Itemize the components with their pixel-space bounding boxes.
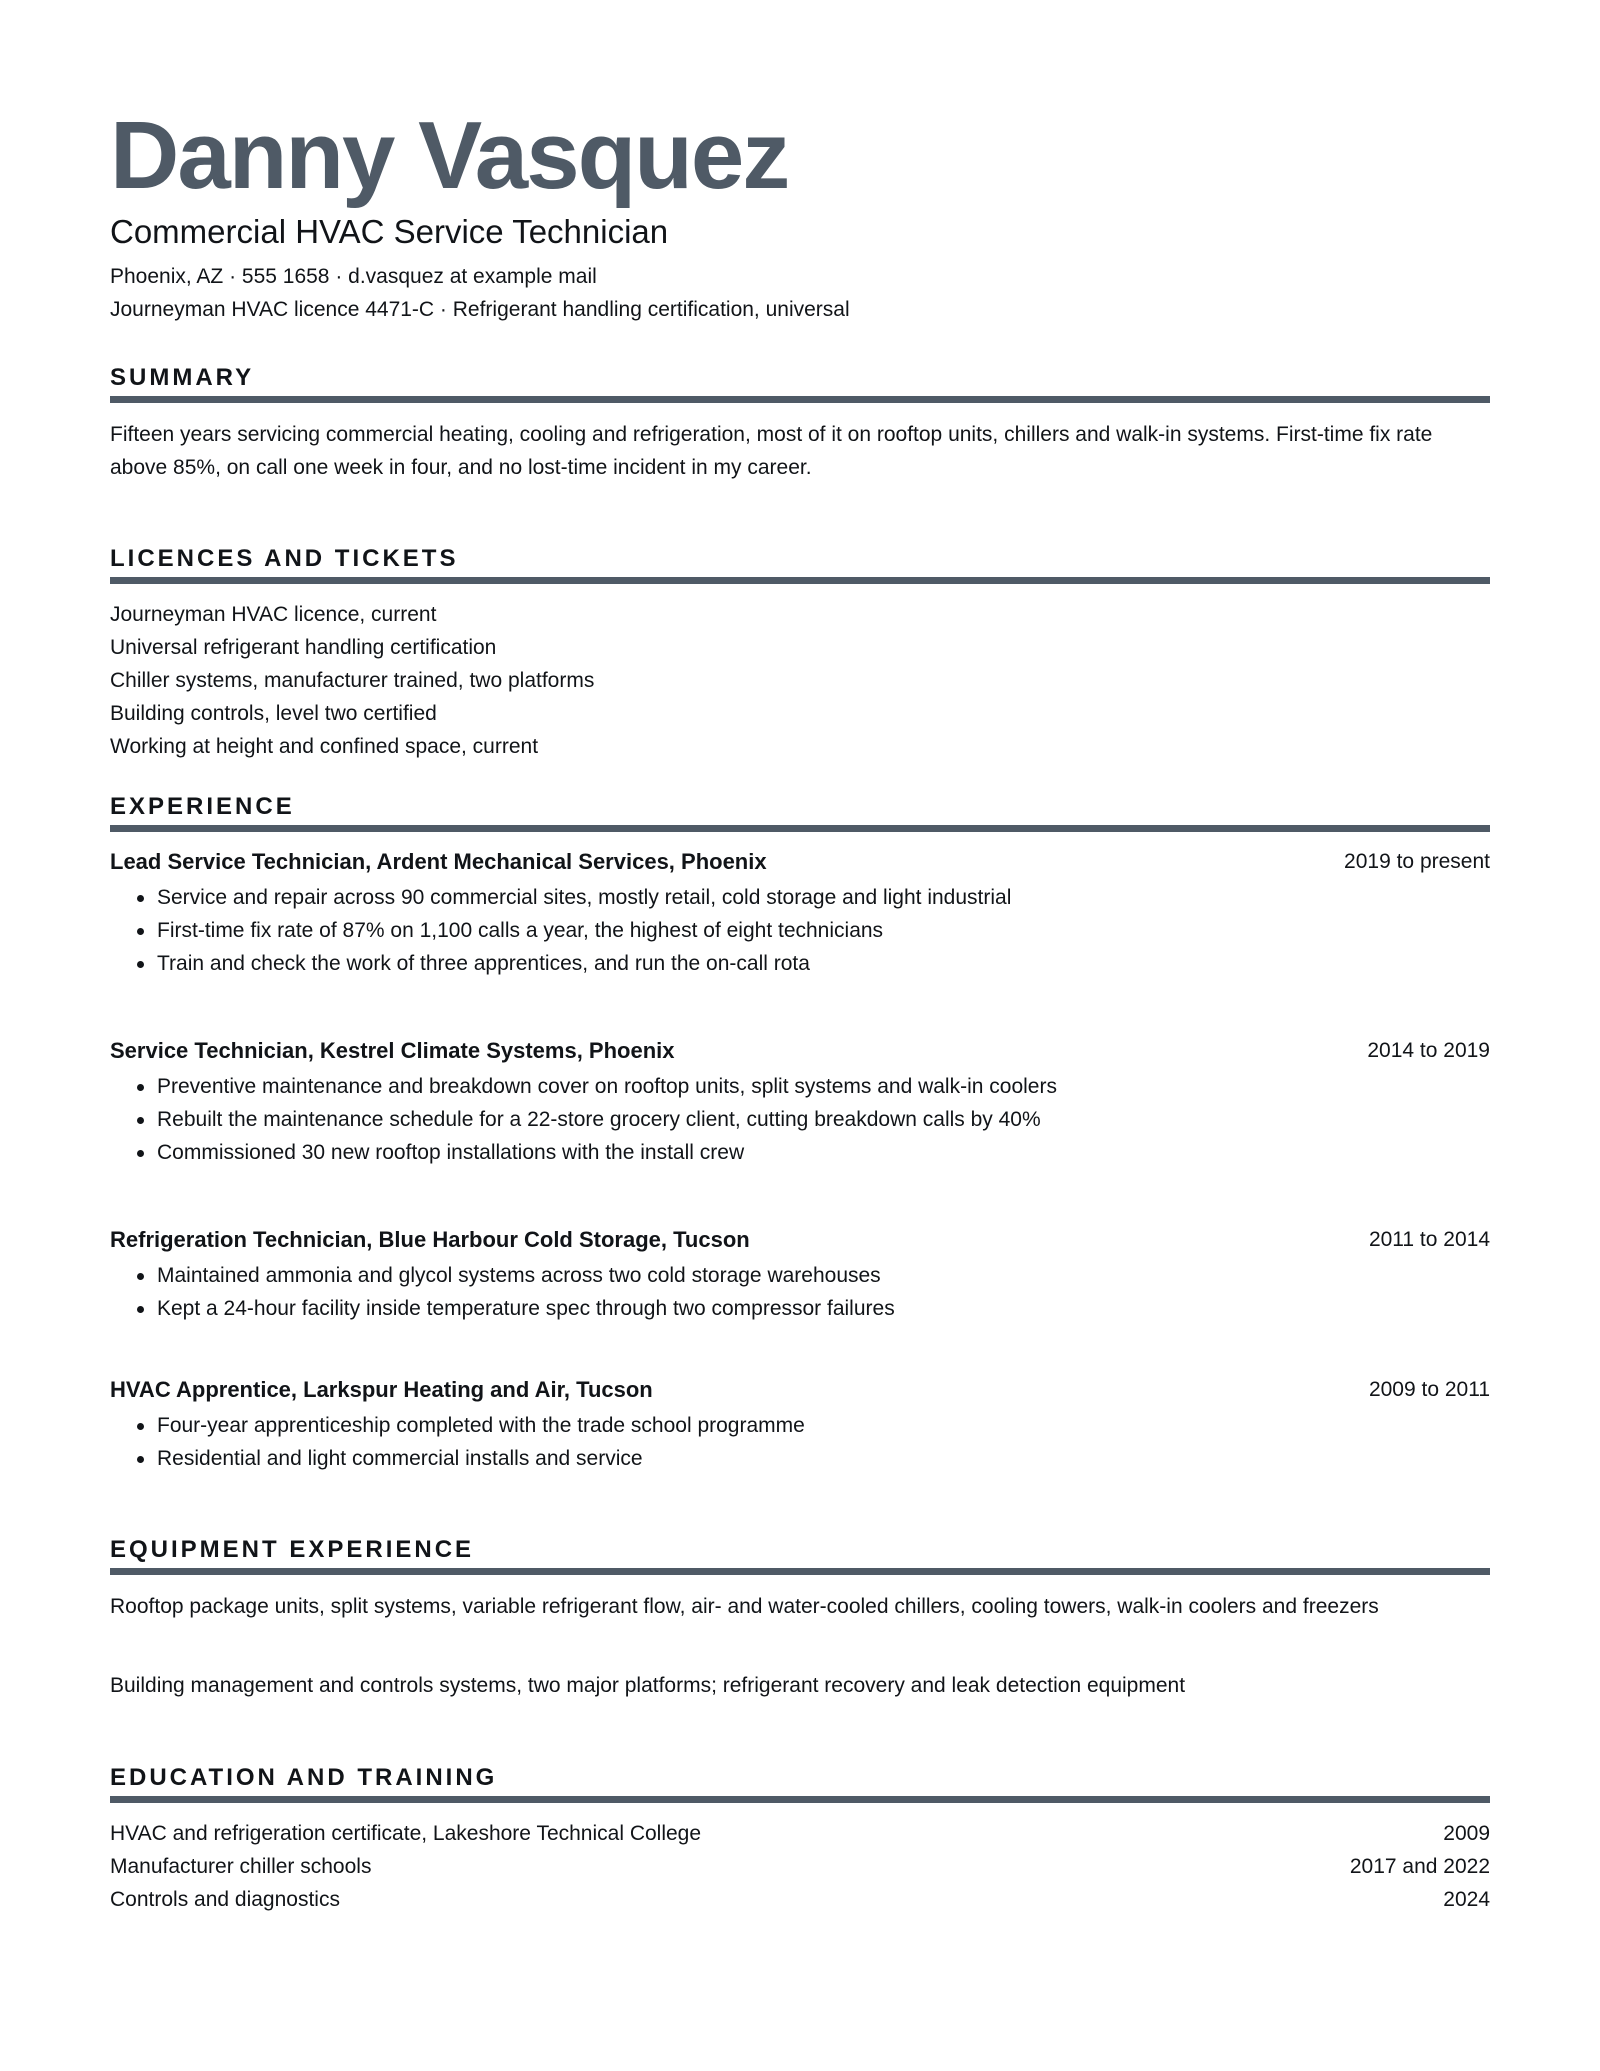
list-item — [110, 947, 1011, 980]
job-title: Refrigeration Technician, Blue Harbour Cold Storage, Tucson — [110, 1227, 750, 1252]
list-item — [110, 1442, 805, 1475]
job-dates: 2009 to 2011 — [1368, 1378, 1490, 1401]
job-bullets — [110, 1259, 895, 1325]
licence-item: Universal refrigerant handling certification — [110, 636, 497, 659]
bullet-dot-icon — [137, 961, 144, 968]
education-year: 2024 — [1443, 1888, 1490, 1911]
bullet-text: Train and check the work of three apprentices, and run the on-call rota — [157, 952, 810, 975]
list-item — [110, 1136, 1057, 1169]
section-divider — [110, 825, 1490, 832]
bullet-dot-icon — [137, 1273, 144, 1280]
list-item — [110, 1259, 895, 1292]
education-name: Controls and diagnostics — [110, 1888, 340, 1911]
bullet-text: Service and repair across 90 commercial sites, mostly retail, cold storage and light industrial — [157, 886, 1012, 909]
bullet-text: Rebuilt the maintenance schedule for a 22-store grocery client, cutting breakdown calls by 40% — [157, 1108, 1041, 1131]
list-item — [110, 1409, 805, 1442]
bullet-text: Four-year apprenticeship completed with the trade school programme — [157, 1414, 805, 1437]
bullet-text: Commissioned 30 new rooftop installations with the install crew — [157, 1141, 745, 1164]
job-title: Lead Service Technician, Ardent Mechanical Services, Phoenix — [110, 849, 767, 874]
contact-line: Phoenix, AZ · 555 1658 · d.vasquez at example mail — [110, 265, 597, 288]
job-bullets — [110, 1070, 1057, 1169]
section-divider — [110, 1796, 1490, 1803]
licence-item: Chiller systems, manufacturer trained, two platforms — [110, 669, 595, 692]
list-item — [110, 1292, 895, 1325]
job-dates: 2011 to 2014 — [1368, 1228, 1490, 1251]
list-item — [110, 914, 1011, 947]
list-item — [110, 1070, 1057, 1103]
list-item — [110, 1103, 1057, 1136]
bullet-dot-icon — [137, 1150, 144, 1157]
equipment-heading: EQUIPMENT EXPERIENCE — [110, 1536, 475, 1563]
bullet-text: Maintained ammonia and glycol systems across two cold storage warehouses — [157, 1264, 881, 1287]
education-name: HVAC and refrigeration certificate, Lakeshore Technical College — [110, 1822, 702, 1845]
credentials-line: Journeyman HVAC licence 4471-C · Refrigerant handling certification, universal — [110, 298, 850, 321]
job-bullets — [110, 1409, 805, 1475]
education-year: 2017 and 2022 — [1349, 1855, 1490, 1878]
bullet-dot-icon — [137, 1084, 144, 1091]
licence-item: Building controls, level two certified — [110, 702, 437, 725]
education-row — [110, 1855, 1490, 1888]
bullet-text: Kept a 24-hour facility inside temperature spec through two compressor failures — [157, 1297, 895, 1320]
bullet-dot-icon — [137, 1306, 144, 1313]
bullet-dot-icon — [137, 928, 144, 935]
candidate-name: Danny Vasquez — [110, 102, 789, 209]
education-heading: EDUCATION AND TRAINING — [110, 1764, 498, 1791]
experience-heading: EXPERIENCE — [110, 793, 295, 820]
list-item — [110, 881, 1011, 914]
job-role-title: Commercial HVAC Service Technician — [110, 213, 669, 250]
bullet-text: First-time fix rate of 87% on 1,100 calls a year, the highest of eight technicians — [157, 919, 884, 942]
job-title: Service Technician, Kestrel Climate Systems, Phoenix — [110, 1038, 675, 1063]
bullet-dot-icon — [137, 1423, 144, 1430]
education-row — [110, 1888, 1490, 1921]
equipment-line: Rooftop package units, split systems, variable refrigerant flow, air- and water-cooled chillers, cooling towers, walk-in coolers and freezers — [110, 1595, 1379, 1618]
education-year: 2009 — [1443, 1822, 1490, 1845]
education-row — [110, 1822, 1490, 1855]
bullet-dot-icon — [137, 895, 144, 902]
licences-heading: LICENCES AND TICKETS — [110, 545, 459, 572]
licence-item: Journeyman HVAC licence, current — [110, 603, 437, 626]
bullet-text: Preventive maintenance and breakdown cover on rooftop units, split systems and walk-in coolers — [157, 1075, 1057, 1098]
section-divider — [110, 577, 1490, 584]
education-name: Manufacturer chiller schools — [110, 1855, 372, 1878]
section-divider — [110, 1568, 1490, 1575]
bullet-text: Residential and light commercial installs and service — [157, 1447, 643, 1470]
licence-item: Working at height and confined space, current — [110, 735, 539, 758]
summary-heading: SUMMARY — [110, 364, 255, 391]
job-title: HVAC Apprentice, Larkspur Heating and Air, Tucson — [110, 1377, 653, 1402]
job-bullets — [110, 881, 1011, 980]
section-divider — [110, 396, 1490, 403]
summary-text: Fifteen years servicing commercial heating, cooling and refrigeration, most of it on rooftop units, chillers and walk-in systems. First-time fix rate above 85%, on call one week in four, and no lost-time incident in my career. — [110, 423, 1433, 479]
equipment-line: Building management and controls systems, two major platforms; refrigerant recovery and leak detection equipment — [110, 1674, 1186, 1697]
job-dates: 2019 to present — [1344, 850, 1490, 873]
bullet-dot-icon — [137, 1117, 144, 1124]
job-dates: 2014 to 2019 — [1367, 1039, 1490, 1062]
bullet-dot-icon — [137, 1456, 144, 1463]
